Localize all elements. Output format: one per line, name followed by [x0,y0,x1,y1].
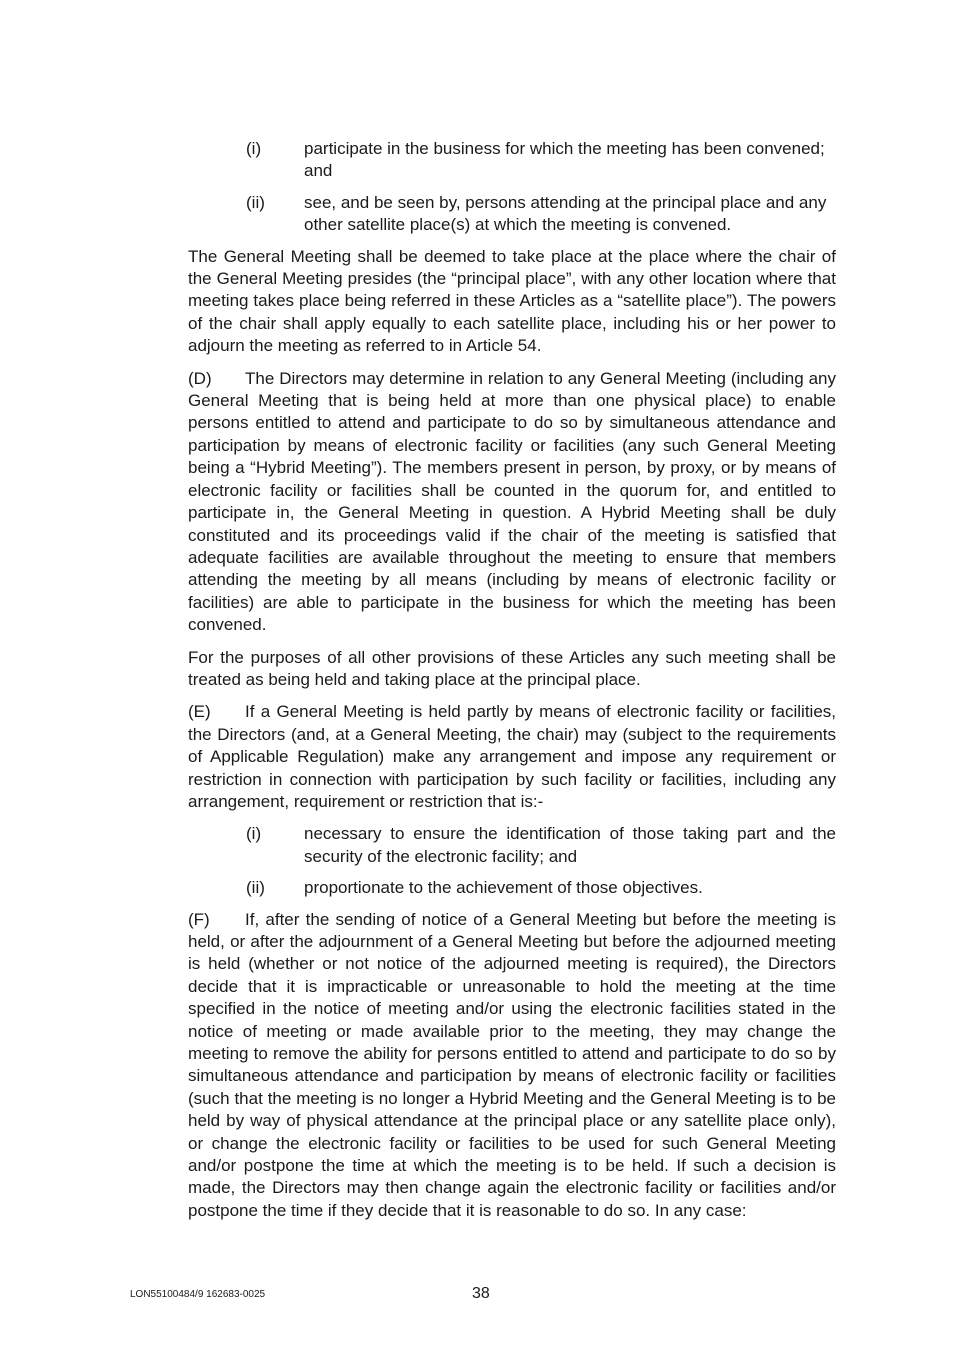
paragraph-f-text: If, after the sending of notice of a General Meeting but before the meeting is held, or after the adjournment of a General Meeting but before the adjourned meeting is held (whether or not notice of the adjourned meeting is required), the Directors decide that it is impracticable or unreasonable to hold the meeting at the time specified in the notice of meeting and/or using the electronic facilities stated in the notice of meeting or made available prior to the meeting, they may change the meeting to remove the ability for persons entitled to attend and participate to do so by simultaneous attendance and participation by means of electronic facility or facilities (such that the meeting is no longer a Hybrid Meeting and the General Meeting is to be held by way of physical attendance at the principal place or any satellite place only), or change the electronic facility or facilities to be used for such General Meeting and/or postpone the time at which the meeting is to be held. If such a decision is made, the Directors may then change again the electronic facility or facilities and/or postpone the time if they decide that it is reasonable to do so. In any case: [188,909,836,1220]
footer-document-reference: LON55100484/9 162683-0025 [130,1289,266,1300]
document-body [188,138,836,1232]
paragraph-f-label: (F) [188,909,210,929]
list-item-text: see, and be seen by, persons attending at the principal place and any other satellite place(s) at which the meeting is convened. [304,192,827,235]
list-item-number: (i) [246,824,262,844]
paragraph-principal-place: The General Meeting shall be deemed to take place at the place where the chair of the General Meeting presides (the “principal place”, with any other location where that meeting takes place being referred in these Articles as a “satellite place”). The powers of the chair shall apply equally to each satellite place, including his or her power to adjourn the meeting as referred to in Article 54. [188,246,836,356]
list-item [188,877,836,899]
paragraph-purposes: For the purposes of all other provisions of these Articles any such meeting shall be treated as being held and taking place at the principal place. [188,647,836,689]
paragraph-d-label: (D) [188,368,212,388]
paragraph-d-text: The Directors may determine in relation to any General Meeting (including any General Meeting that is being held at more than one physical place) to enable persons entitled to attend and participate to do so by simultaneous attendance and participation by means of electronic facility or facilities (any such General Meeting being a “Hybrid Meeting”). The members present in person, by proxy, or by means of electronic facility or facilities shall be counted in the quorum for, and entitled to participate in, the General Meeting in question. A Hybrid Meeting shall be duly constituted and its proceedings valid if the chair of the meeting is satisfied that adequate facilities are available throughout the meeting to ensure that members attending the meeting by all means (including by means of electronic facility or facilities) are able to participate in the business for which the meeting has been convened. [188,368,836,635]
list-item [188,192,836,237]
list-item-text: participate in the business for which the meeting has been convened; and [304,139,825,181]
list-item-text: proportionate to the achievement of those objectives. [304,878,703,898]
paragraph-f [188,909,836,1223]
list-item-number: (i) [246,139,262,158]
paragraph-e-label: (E) [188,702,211,722]
list-item-number: (ii) [246,878,265,898]
list-item [188,823,836,868]
list-item-text: necessary to ensure the identification of those taking part and the security of the electronic facility; and [304,824,836,866]
list-item [188,138,836,183]
footer-page-number: 38 [472,1285,490,1302]
list-item-number: (ii) [246,192,265,212]
paragraph-e-text: If a General Meeting is held partly by means of electronic facility or facilities, the Directors (and, at a General Meeting, the chair) may (subject to the requirements of Applicable Regulation) make any arrangement and impose any requirement or restriction in connection with participation by such facility or facilities, including any arrangement, requirement or restriction that is:- [188,702,836,811]
paragraph-e [188,701,836,813]
paragraph-d [188,368,836,637]
